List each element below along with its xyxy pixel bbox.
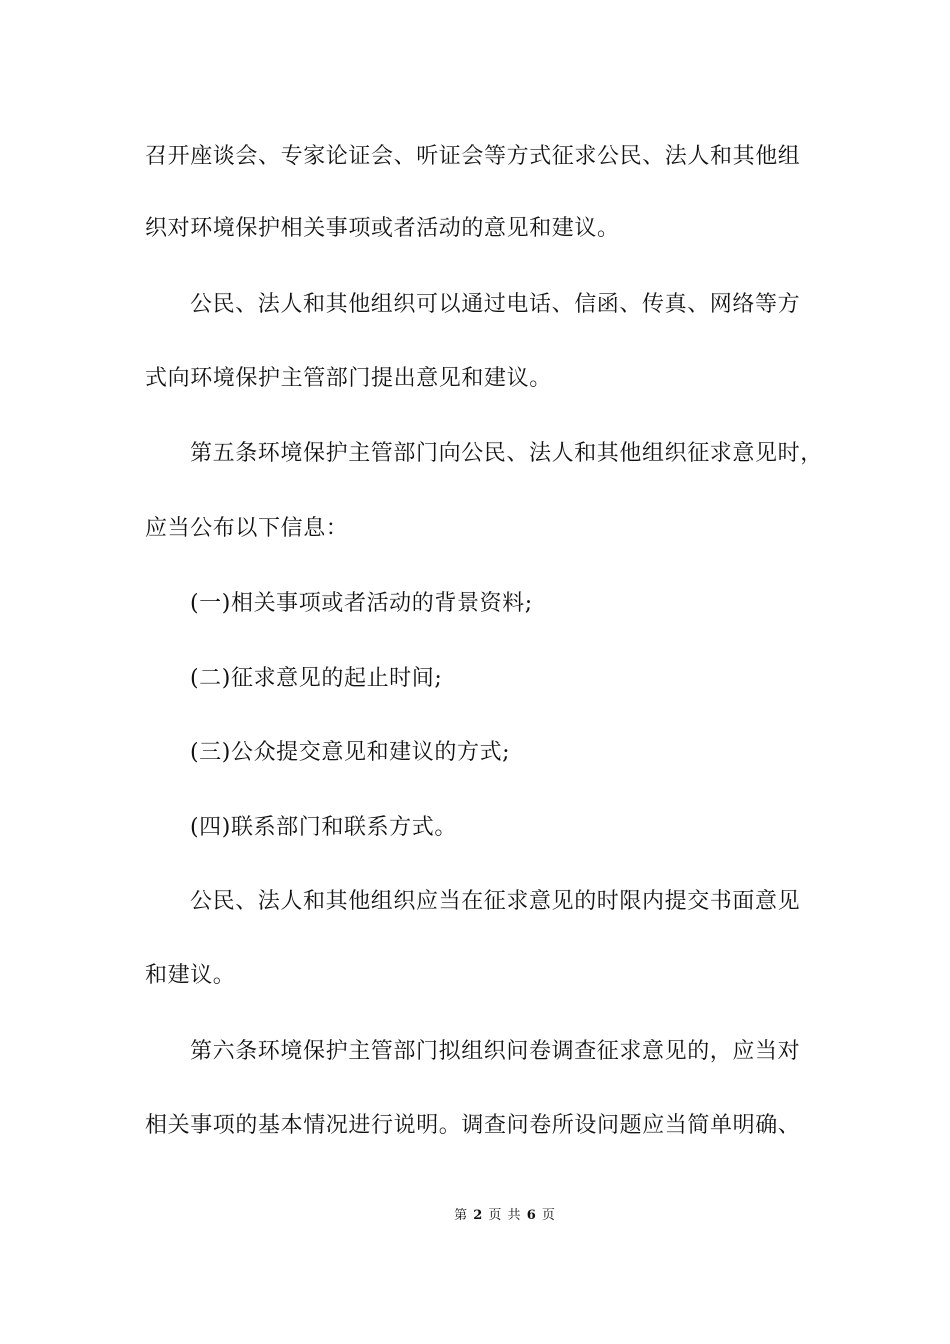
text-line: 织对环境保护相关事项或者活动的意见和建议。	[145, 216, 620, 241]
text-line: 公民、法人和其他组织应当在征求意见的时限内提交书面意见	[190, 889, 801, 914]
list-item: (二)征求意见的起止时间;	[190, 666, 443, 691]
text-line: 相关事项的基本情况进行说明。调查问卷所设问题应当简单明确、	[145, 1113, 801, 1138]
text-line: 公民、法人和其他组织可以通过电话、信函、传真、网络等方	[190, 292, 801, 317]
text-line: 应当公布以下信息：	[145, 516, 349, 541]
list-item: (三)公众提交意见和建议的方式;	[190, 740, 511, 765]
text-line: 式向环境保护主管部门提出意见和建议。	[145, 366, 552, 391]
list-item: (一)相关事项或者活动的背景资料;	[190, 591, 533, 616]
page-total: 6	[526, 1208, 537, 1223]
page-footer	[0, 1208, 950, 1224]
text-line: 召开座谈会、专家论证会、听证会等方式征求公民、法人和其他组	[145, 144, 801, 169]
list-item: (四)联系部门和联系方式。	[190, 815, 457, 840]
text-line: 和建议。	[145, 963, 236, 988]
text-line: 第六条环境保护主管部门拟组织问卷调查征求意见的，应当对	[190, 1039, 801, 1064]
text-line: 第五条环境保护主管部门向公民、法人和其他组织征求意见时，	[190, 441, 823, 466]
page-number: 2	[473, 1208, 484, 1223]
footer-middle: 页 共	[488, 1208, 522, 1223]
footer-prefix: 第	[454, 1208, 469, 1223]
footer-suffix: 页	[541, 1208, 556, 1223]
